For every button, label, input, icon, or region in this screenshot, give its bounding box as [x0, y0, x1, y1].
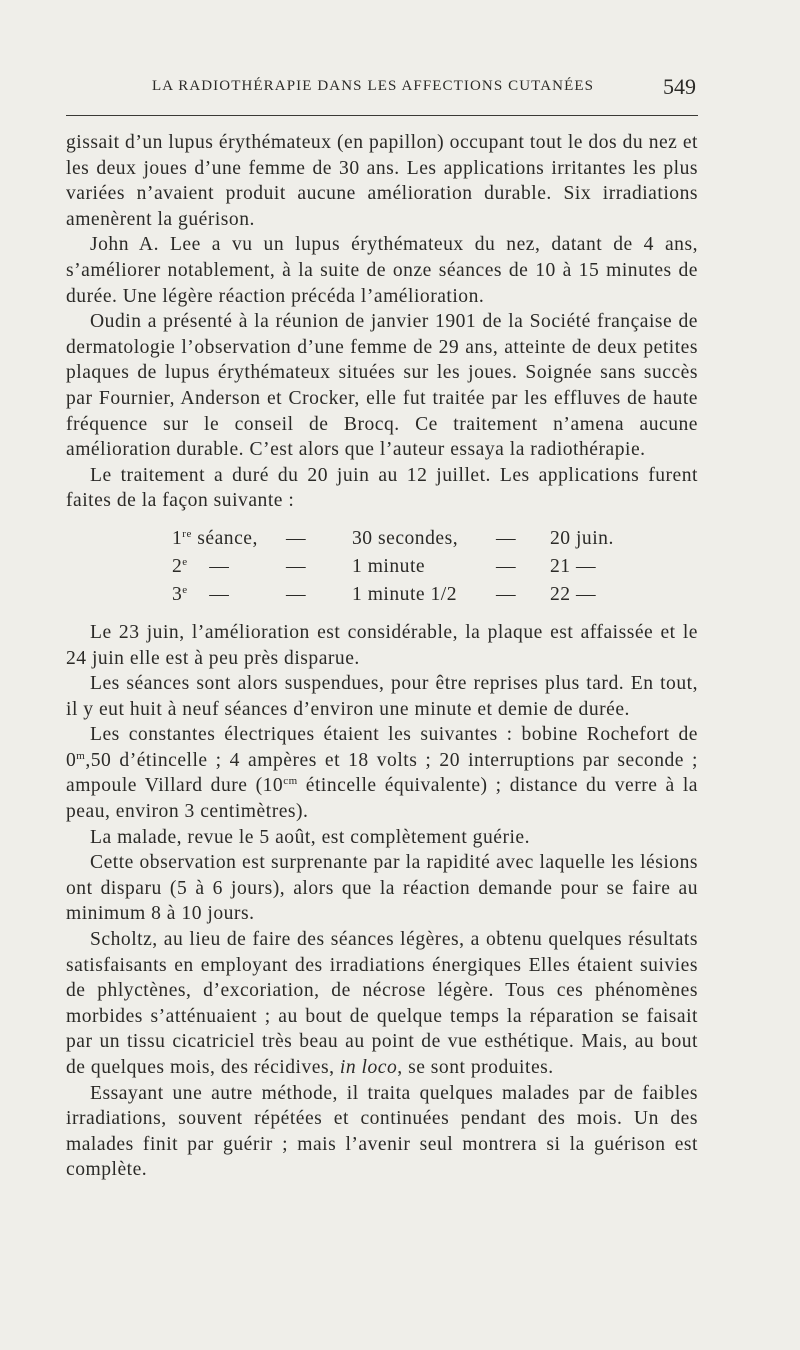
session-dash: —	[496, 527, 517, 549]
session-dash: —	[286, 527, 307, 549]
page-number: 549	[663, 74, 696, 99]
session-dash: —	[286, 583, 307, 605]
paragraph-other-method: Essayant une autre méthode, il traita quelques malades par de faibles irradiations, souvent répétées et continuées pendant des mois. Un des malades finit par guérir ; mais l’avenir seul montrera si la guérison est complète.	[66, 1082, 698, 1181]
sessions-table	[66, 525, 698, 609]
session-number: 3e —	[172, 583, 230, 605]
session-dash: —	[496, 555, 517, 577]
paragraph-continued: gissait d’un lupus érythémateux (en papillon) occupant tout le dos du nez et les deux joues d’une femme de 30 ans. Les applications irritantes les plus variées n’avaient produit aucune amélioration durable. Six irradiations amenèrent la guérison.	[66, 132, 698, 230]
paragraph-oudin: Oudin a présenté à la réunion de janvier 1901 de la Société française de dermatologie l’observation d’une femme de 29 ans, atteinte de deux petites plaques de lupus érythémateux situées sur les joues. Soignée sans succès par Fournier, Anderson et Crocker, elle fut traitée par les effluves de haute fréquence sur le conseil de Brocq. Ce traitement n’amena aucune amélioration durable. C’est alors que l’auteur essaya la radiothérapie.	[66, 311, 698, 461]
paragraph-june-23: Le 23 juin, l’amélioration est considérable, la plaque est affaissée et le 24 juin elle est à peu près disparue.	[66, 621, 698, 669]
paragraph-scholtz: Scholtz, au lieu de faire des séances légères, a obtenu quelques résultats satisfaisants en employant des irradiations énergiques Elles étaient suivies de phlyctènes, d’excoriation, de nécrose légère. Tous ces phénomènes morbides s’atténuaient ; au bout de quelque temps la réparation se faisait par un tissu cicatriciel très beau au point de vue esthétique. Mais, au bout de quelques mois, des récidives, in loco, se sont produites.	[66, 929, 698, 1078]
paragraph-lee: John A. Lee a vu un lupus érythémateux du nez, datant de 4 ans, s’améliorer notablement, à la suite de onze séances de 10 à 15 minutes de durée. Une légère réaction précéda l’amélioration.	[66, 234, 698, 307]
session-duration: 30 secondes,	[352, 527, 459, 549]
header-rule	[66, 115, 698, 116]
book-page	[66, 0, 698, 1350]
session-duration: 1 minute	[352, 555, 426, 577]
session-row	[66, 553, 698, 581]
paragraph-observation: Cette observation est surprenante par la rapidité avec laquelle les lésions ont disparu (5 à 6 jours), alors que la réaction demande pour se faire au minimum 8 à 10 jours.	[66, 852, 698, 925]
session-date: 20 juin.	[550, 527, 614, 549]
session-dash: —	[286, 555, 307, 577]
running-header	[66, 76, 698, 102]
session-number: 2e —	[172, 555, 230, 577]
session-date: 22 —	[550, 583, 597, 605]
paragraph-cured: La malade, revue le 5 août, est complètement guérie.	[90, 826, 531, 848]
session-row	[66, 581, 698, 609]
paragraph-sessions-suspended: Les séances sont alors suspendues, pour être reprises plus tard. En tout, il y eut huit à neuf séances d’environ une minute et demie de durée.	[66, 673, 698, 720]
session-date: 21 —	[550, 555, 597, 577]
session-duration: 1 minute 1/2	[352, 583, 458, 605]
running-title: LA RADIOTHÉRAPIE DANS LES AFFECTIONS CUTANÉES	[152, 78, 595, 94]
body-text	[66, 130, 698, 1183]
italic-phrase: in loco	[339, 1057, 398, 1078]
paragraph-electrical-constants: Les constantes électriques étaient les suivantes : bobine Rochefort de 0$^m$,50 d’étincelle ; 4 ampères et 18 volts ; 20 interruptions par seconde ; ampoule Villard dure ($10^{cm}$ étincelle équivalente) ; distance du verre à la peau, environ 3 centimètres).	[66, 724, 699, 823]
session-row	[66, 525, 698, 553]
paragraph-treatment: Le traitement a duré du 20 juin au 12 juillet. Les applications furent faites de la façon suivante :	[66, 464, 698, 512]
session-number: 1re séance,	[172, 527, 258, 549]
session-dash: —	[496, 583, 517, 605]
